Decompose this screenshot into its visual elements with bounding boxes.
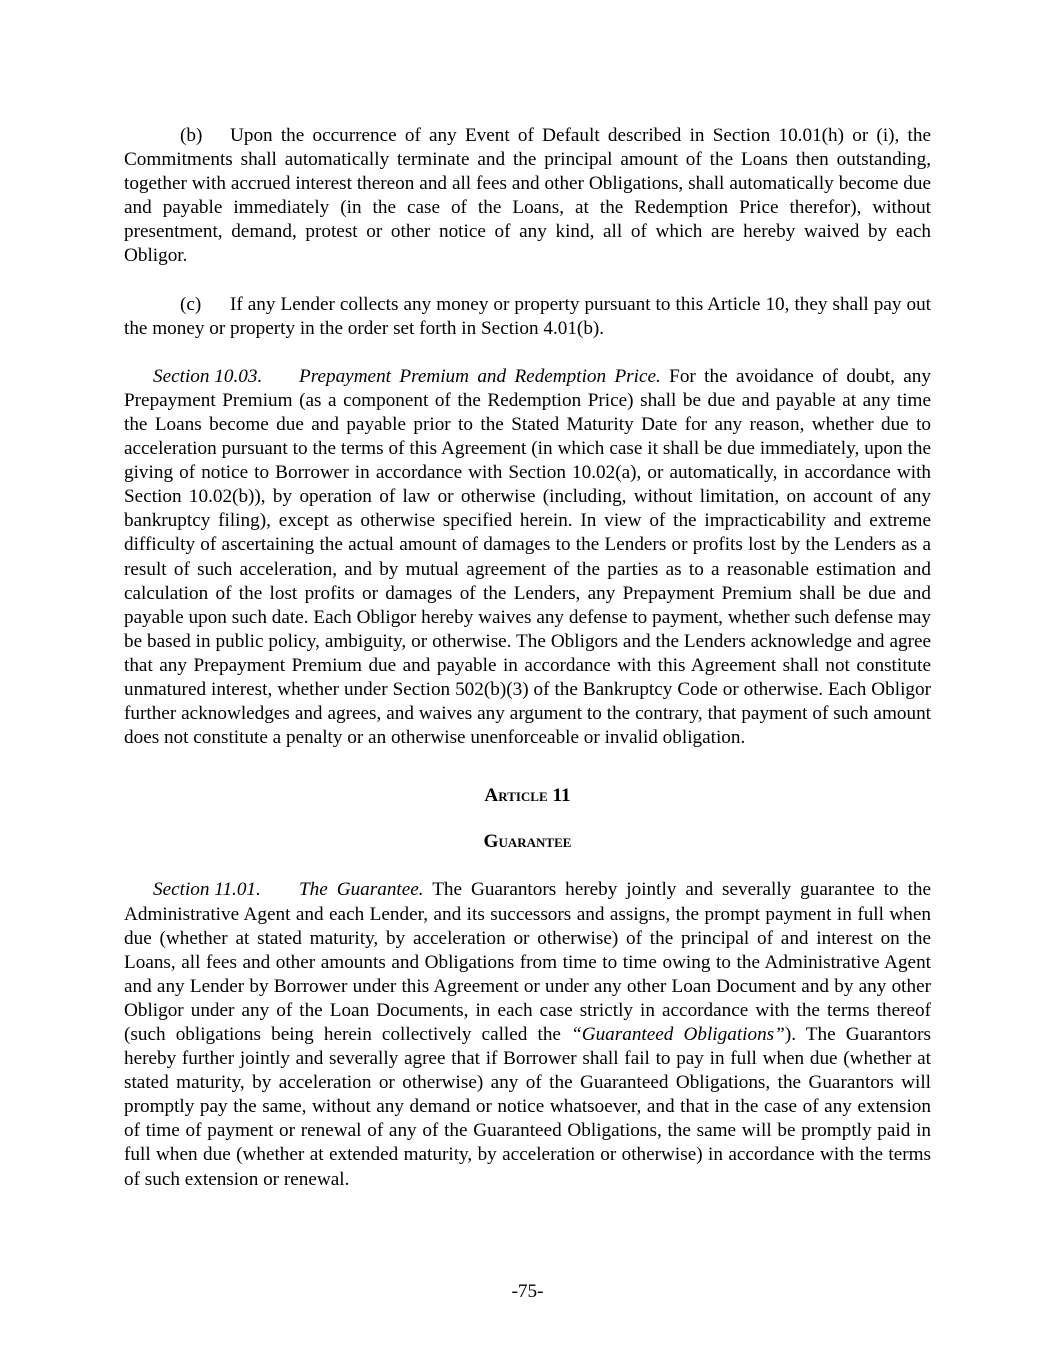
paragraph-b-label: (b) xyxy=(180,125,203,146)
section-10-03-text: For the avoidance of doubt, any Prepayment Premium (as a component of the Redemption Price) shall be due and payable at any time the Loans become due and payable prior to the Stated Maturity Date for any reason, whether due to acceleration pursuant to the terms of this Agreement (in which case it shall be due immediately, upon the giving of notice to Borrower in accordance with Section 10.02(a), or automatically, in accordance with Section 10.02(b)), by operation of law or otherwise (including, without limitation, on account of any bankruptcy filing), except as otherwise specified herein. In view of the impracticability and extreme difficulty of ascertaining the actual amount of damages to the Lenders or profits lost by the Lenders as a result of such acceleration, and by mutual agreement of the parties as to a reasonable estimation and calculation of the lost profits or damages of the Lenders, any Prepayment Premium shall be due and payable upon such date. Each Obligor hereby waives any defense to payment, whether such defense may be based in public policy, ambiguity, or otherwise. The Obligors and the Lenders acknowledge and agree that any Prepayment Premium due and payable in accordance with this Agreement shall not constitute unmatured interest, whether under Section 502(b)(3) of the Bankruptcy Code or otherwise. Each Obligor further acknowledges and agrees, and waives any argument to the contrary, that payment of such amount does not constitute a penalty or an otherwise unenforceable or invalid obligation. xyxy=(124,365,931,749)
article-heading: Article 11 xyxy=(484,785,571,807)
section-11-01-title: The Guarantee. xyxy=(299,879,424,901)
paragraph-c-text: If any Lender collects any money or property pursuant to this Article 10, they shall pay out the money or property in the order set forth in Section 4.01(b). xyxy=(124,293,931,339)
section-11-01-number: Section 11.01. xyxy=(153,879,261,901)
section-11-01 xyxy=(124,878,931,1191)
page-number: -75- xyxy=(511,1281,544,1302)
section-10-03 xyxy=(124,365,931,751)
paragraph-c xyxy=(124,293,931,341)
section-10-03-title: Prepayment Premium and Redemption Price. xyxy=(299,365,661,387)
section-10-03-number: Section 10.03. xyxy=(153,365,263,387)
document-page xyxy=(124,124,931,1192)
paragraph-b xyxy=(124,124,931,269)
defined-term-guaranteed-obligations: “Guaranteed Obligations” xyxy=(571,1024,785,1045)
paragraph-c-label: (c) xyxy=(180,293,202,315)
paragraph-b-text: Upon the occurrence of any Event of Default described in Section 10.01(h) or (i), the Commitments shall automatically terminate and the principal amount of the Loans then outstanding, together with accrued interest thereon and all fees and other Obligations, shall automatically become due and payable immediately (in the case of the Loans, at the Redemption Price therefor), without presentment, demand, protest or other notice of any kind, all of which are hereby waived by each Obligor. xyxy=(124,125,931,267)
article-title: Guarantee xyxy=(483,831,572,853)
section-11-01-text-after: ). The Guarantors hereby further jointly and severally agree that if Borrower shall fail to pay in full when due (whether at stated maturity, by acceleration or otherwise) any of the Guaranteed Obligations, the Guarantors will promptly pay the same, without any demand or notice whatsoever, and that in the case of any extension of time of payment or renewal of any of the Guaranteed Obligations, the same will be promptly paid in full when due (whether at extended maturity, by acceleration or otherwise) in accordance with the terms of such extension or renewal. xyxy=(124,1024,931,1190)
section-11-01-text-before: The Guarantors hereby jointly and severally guarantee to the Administrative Agent and each Lender, and its successors and assigns, the prompt payment in full when due (whether at stated maturity, by acceleration or otherwise) of the principal of and interest on the Loans, all fees and other amounts and Obligations from time to time owing to the Administrative Agent and any Lender by Borrower under this Agreement or under any other Loan Document and by any other Obligor under any of the Loan Documents, in each case strictly in accordance with the terms thereof (such obligations being herein collectively called the xyxy=(124,879,932,1045)
